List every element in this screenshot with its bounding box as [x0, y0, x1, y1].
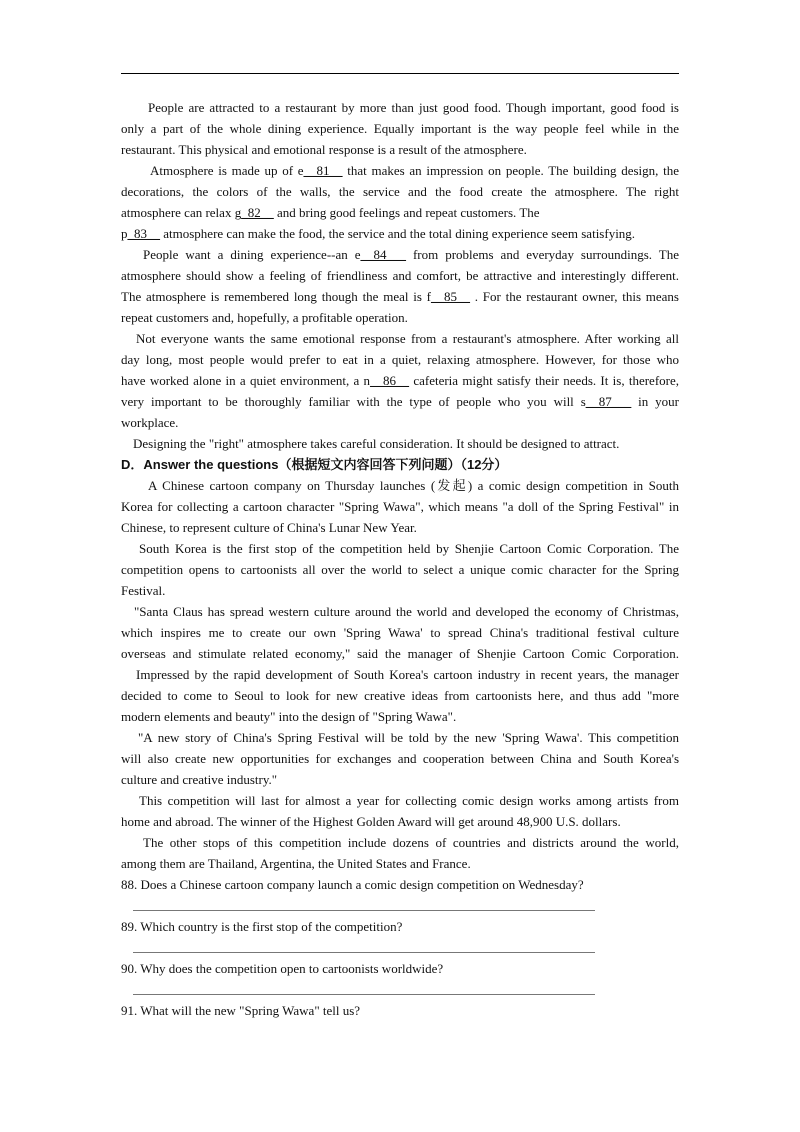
passage-line: competition opens to cartoonists all over the world to select a unique comic character for the Spring [121, 562, 679, 577]
question-88: 88. Does a Chinese cartoon company launch a comic design competition on Wednesday? [121, 877, 584, 892]
passage-line: very important to be thoroughly familiar with the type of people who you will s__87___ in your [121, 394, 679, 409]
passage-line: only a part of the whole dining experience. Equally important is the way people feel while in the [121, 121, 679, 136]
answer-line-89[interactable] [133, 952, 595, 953]
blank-86: __86__ [370, 373, 410, 388]
passage-line: Designing the "right" atmosphere takes careful consideration. It should be designed to attract. [133, 436, 620, 451]
passage-line: day long, most people would prefer to eat in a quiet, relaxing atmosphere. However, for those who [121, 352, 679, 367]
header-rule [121, 73, 679, 74]
passage-line: Impressed by the rapid development of South Korea's cartoon industry in recent years, the manager [136, 667, 679, 682]
answer-line-90[interactable] [133, 994, 595, 995]
passage-line: home and abroad. The winner of the Highest Golden Award will get around 48,900 U.S. dollars. [121, 814, 621, 829]
passage-line: The atmosphere is remembered long though the meal is f__85__ . For the restaurant owner, this means [121, 289, 679, 304]
passage-line: People want a dining experience--an e__84___ from problems and everyday surroundings. The [143, 247, 679, 262]
passage-line: Korea for collecting a cartoon character "Spring Wawa", which means "a doll of the Spring Festival" in [121, 499, 679, 514]
question-89: 89. Which country is the first stop of the competition? [121, 919, 403, 934]
blank-84: __84___ [360, 247, 406, 262]
blank-83: _83__ [127, 226, 160, 241]
passage-line: This competition will last for almost a year for collecting comic design works among artists from [139, 793, 679, 808]
passage-line: workplace. [121, 415, 179, 430]
section-d-heading: D．Answer the questions（根据短文内容回答下列问题）（12分） [121, 457, 508, 472]
passage-line: Atmosphere is made up of e__81__ that makes an impression on people. The building design, the [150, 163, 679, 178]
blank-81: __81__ [303, 163, 343, 178]
blank-82: _82__ [241, 205, 274, 220]
passage-line: The other stops of this competition include dozens of countries and districts around the world, [143, 835, 679, 850]
passage-line: "Santa Claus has spread western culture around the world and developed the economy of Christmas, [134, 604, 679, 619]
passage-line: People are attracted to a restaurant by more than just good food. Though important, good food is [148, 100, 679, 115]
passage-line: Not everyone wants the same emotional response from a restaurant's atmosphere. After working all [136, 331, 679, 346]
passage-line: among them are Thailand, Argentina, the United States and France. [121, 856, 471, 871]
passage-line: modern elements and beauty" into the design of "Spring Wawa". [121, 709, 457, 724]
passage-line: have worked alone in a quiet environment, a n__86__ cafeteria might satisfy their needs. It is, therefore, [121, 373, 680, 388]
passage-line: Festival. [121, 583, 166, 598]
answer-line-88[interactable] [133, 910, 595, 911]
passage-line: repeat customers and, hopefully, a profitable operation. [121, 310, 408, 325]
passage-line: Chinese, to represent culture of China's Lunar New Year. [121, 520, 417, 535]
blank-87: __87___ [585, 394, 632, 409]
passage-line: restaurant. This physical and emotional response is a result of the atmosphere. [121, 142, 527, 157]
question-90: 90. Why does the competition open to cartoonists worldwide? [121, 961, 444, 976]
passage-line: atmosphere can relax g_82__ and bring good feelings and repeat customers. The [121, 205, 540, 220]
passage-line: which inspires me to create our own 'Spring Wawa' to spread China's traditional festival culture [121, 625, 679, 640]
passage-line: A Chinese cartoon company on Thursday launches (发起) a comic design competition in South [148, 478, 679, 493]
passage-line: p_83__ atmosphere can make the food, the service and the total dining experience seem satisfying. [121, 226, 636, 241]
blank-85: __85__ [431, 289, 470, 304]
passage-line: decorations, the colors of the walls, the service and the food create the atmosphere. The right [121, 184, 679, 199]
passage-line: culture and creative industry." [121, 772, 278, 787]
passage-line: atmosphere should show a feeling of friendliness and comfort, be attractive and interestingly different. [121, 268, 679, 283]
question-91: 91. What will the new "Spring Wawa" tell us? [121, 1003, 361, 1018]
passage-line: South Korea is the first stop of the competition held by Shenjie Cartoon Comic Corporation. The [139, 541, 679, 556]
passage-line: decided to come to Seoul to look for new creative ideas from cartoonists here, and thus add "more [121, 688, 679, 703]
passage-line: overseas and stimulate related economy," said the manager of Shenjie Cartoon Comic Corporation. [121, 646, 679, 661]
passage-line: "A new story of China's Spring Festival will be told by the new 'Spring Wawa'. This competition [138, 730, 679, 745]
passage-line: will also create new opportunities for exchanges and cooperation between China and South Korea's [121, 751, 679, 766]
